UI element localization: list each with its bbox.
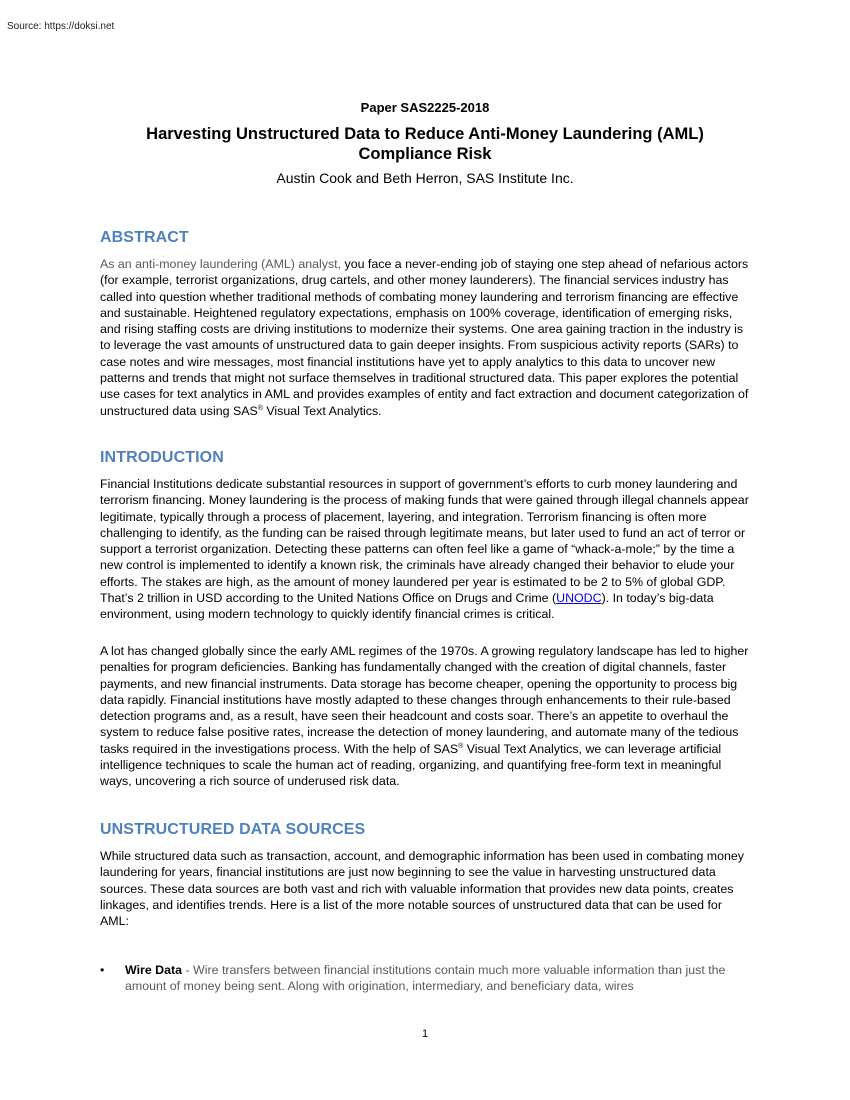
bullet-icon: • <box>100 963 105 977</box>
registered-mark: ® <box>257 404 263 412</box>
introduction-paragraph-1 <box>100 476 752 623</box>
abstract-lead: As an anti-money laundering (AML) analyst, <box>100 257 342 271</box>
abstract-body: you face a never-ending job of staying one step ahead of nefarious actors (for example, terrorist organizations, drug cartels, and other money launderers). The financial services industry has called into question whether traditional methods of combating money laundering and terrorism financing are effective and sustainable. Heightened regulatory expectations, emphasis on 100% coverage, identification of emerging risks, and rising staffing costs are driving institutions to modernize their systems. One area gaining traction in the industry is to leverage the vast amounts of unstructured data to gain deeper insights. From suspicious activity reports (SARs) to case notes and wire messages, most financial institutions have yet to apply analytics to this data to uncover new patterns and trends that might not surface themselves in traditional structured data. This paper explores the potential use cases for text analytics in AML and provides examples of entity and fact extraction and document categorization of unstructured data using SAS <box>100 257 749 418</box>
intro-p1-text: Financial Institutions dedicate substantial resources in support of government’s efforts to curb money laundering and terrorism financing. Money laundering is the process of making funds that were gained through illegal channels appear legitimate, typically through a process of placement, layering, and integration. Terrorism financing is often more challenging to identify, as the funding can be raised through legitimate means, but later used to fund an act of terror or support a terrorist organization. Detecting these patterns can often feel like a game of “whack-a-mole;” by the time a new control is implemented to identify a known risk, the criminals have already changed their behavior to elude your efforts. The stakes are high, as the amount of money laundered per year is estimated to be 2 to 5% of global GDP. That’s 2 trillion in USD according to the United Nations Office on Drugs and Crime ( <box>100 477 749 606</box>
page-number: 1 <box>421 1028 429 1040</box>
unstructured-paragraph: While structured data such as transaction, account, and demographic information has been used in combating money laundering for years, financial institutions are just now beginning to see the value in harvesting unstructured data sources. These data sources are both vast and rich with valuable information that provides new data points, creates linkages, and identifies trends. Here is a list of the more notable sources of unstructured data that can be used for AML: <box>100 849 744 929</box>
registered-mark: ® <box>458 742 464 750</box>
bullet-term: Wire Data <box>125 963 183 977</box>
unodc-link[interactable]: UNODC <box>556 591 602 606</box>
intro-p2-tail: Visual Text Analytics, we can leverage artificial intelligence techniques to scale the human act of reading, organizing, and quantifying free-form text in meaningful ways, uncovering a rich source of underused risk data. <box>100 741 722 789</box>
source-note: Source: https://doksi.net <box>7 21 115 32</box>
abstract-paragraph <box>100 256 752 419</box>
paper-title: Harvesting Unstructured Data to Reduce Anti-Money Laundering (AML) Compliance Risk <box>146 125 704 163</box>
introduction-heading: INTRODUCTION <box>100 449 224 466</box>
introduction-paragraph-2 <box>100 643 752 790</box>
abstract-heading: ABSTRACT <box>100 229 189 246</box>
bullet-text: - Wire transfers between financial institutions contain much more valuable information than just the amount of money being sent. Along with origination, intermediary, and beneficiary data, wires <box>125 963 726 994</box>
intro-p1-tail: ). In today’s big-data environment, using modern technology to quickly identify financial crimes is critical. <box>100 591 714 622</box>
paper-authors: Austin Cook and Beth Herron, SAS Institute Inc. <box>276 170 574 186</box>
abstract-tail: Visual Text Analytics. <box>262 403 382 418</box>
paper-id: Paper SAS2225-2018 <box>360 100 490 115</box>
unstructured-heading: UNSTRUCTURED DATA SOURCES <box>100 821 366 838</box>
intro-p2-text: A lot has changed globally since the early AML regimes of the 1970s. A growing regulatory landscape has led to higher penalties for program deficiencies. Banking has fundamentally changed with the creation of digital channels, faster payments, and new financial instruments. Data storage has become cheaper, opening the opportunity to process big data rapidly. Financial institutions have mostly adapted to these changes through enhancements to their rule-based detection programs and, as a result, have seen their headcount and costs soar. There’s an appetite to overhaul the system to reduce false positive rates, increase the detection of money laundering, and automate many of the tedious tasks required in the investigations process. With the help of SAS <box>100 644 749 756</box>
bullet-body <box>125 962 752 995</box>
